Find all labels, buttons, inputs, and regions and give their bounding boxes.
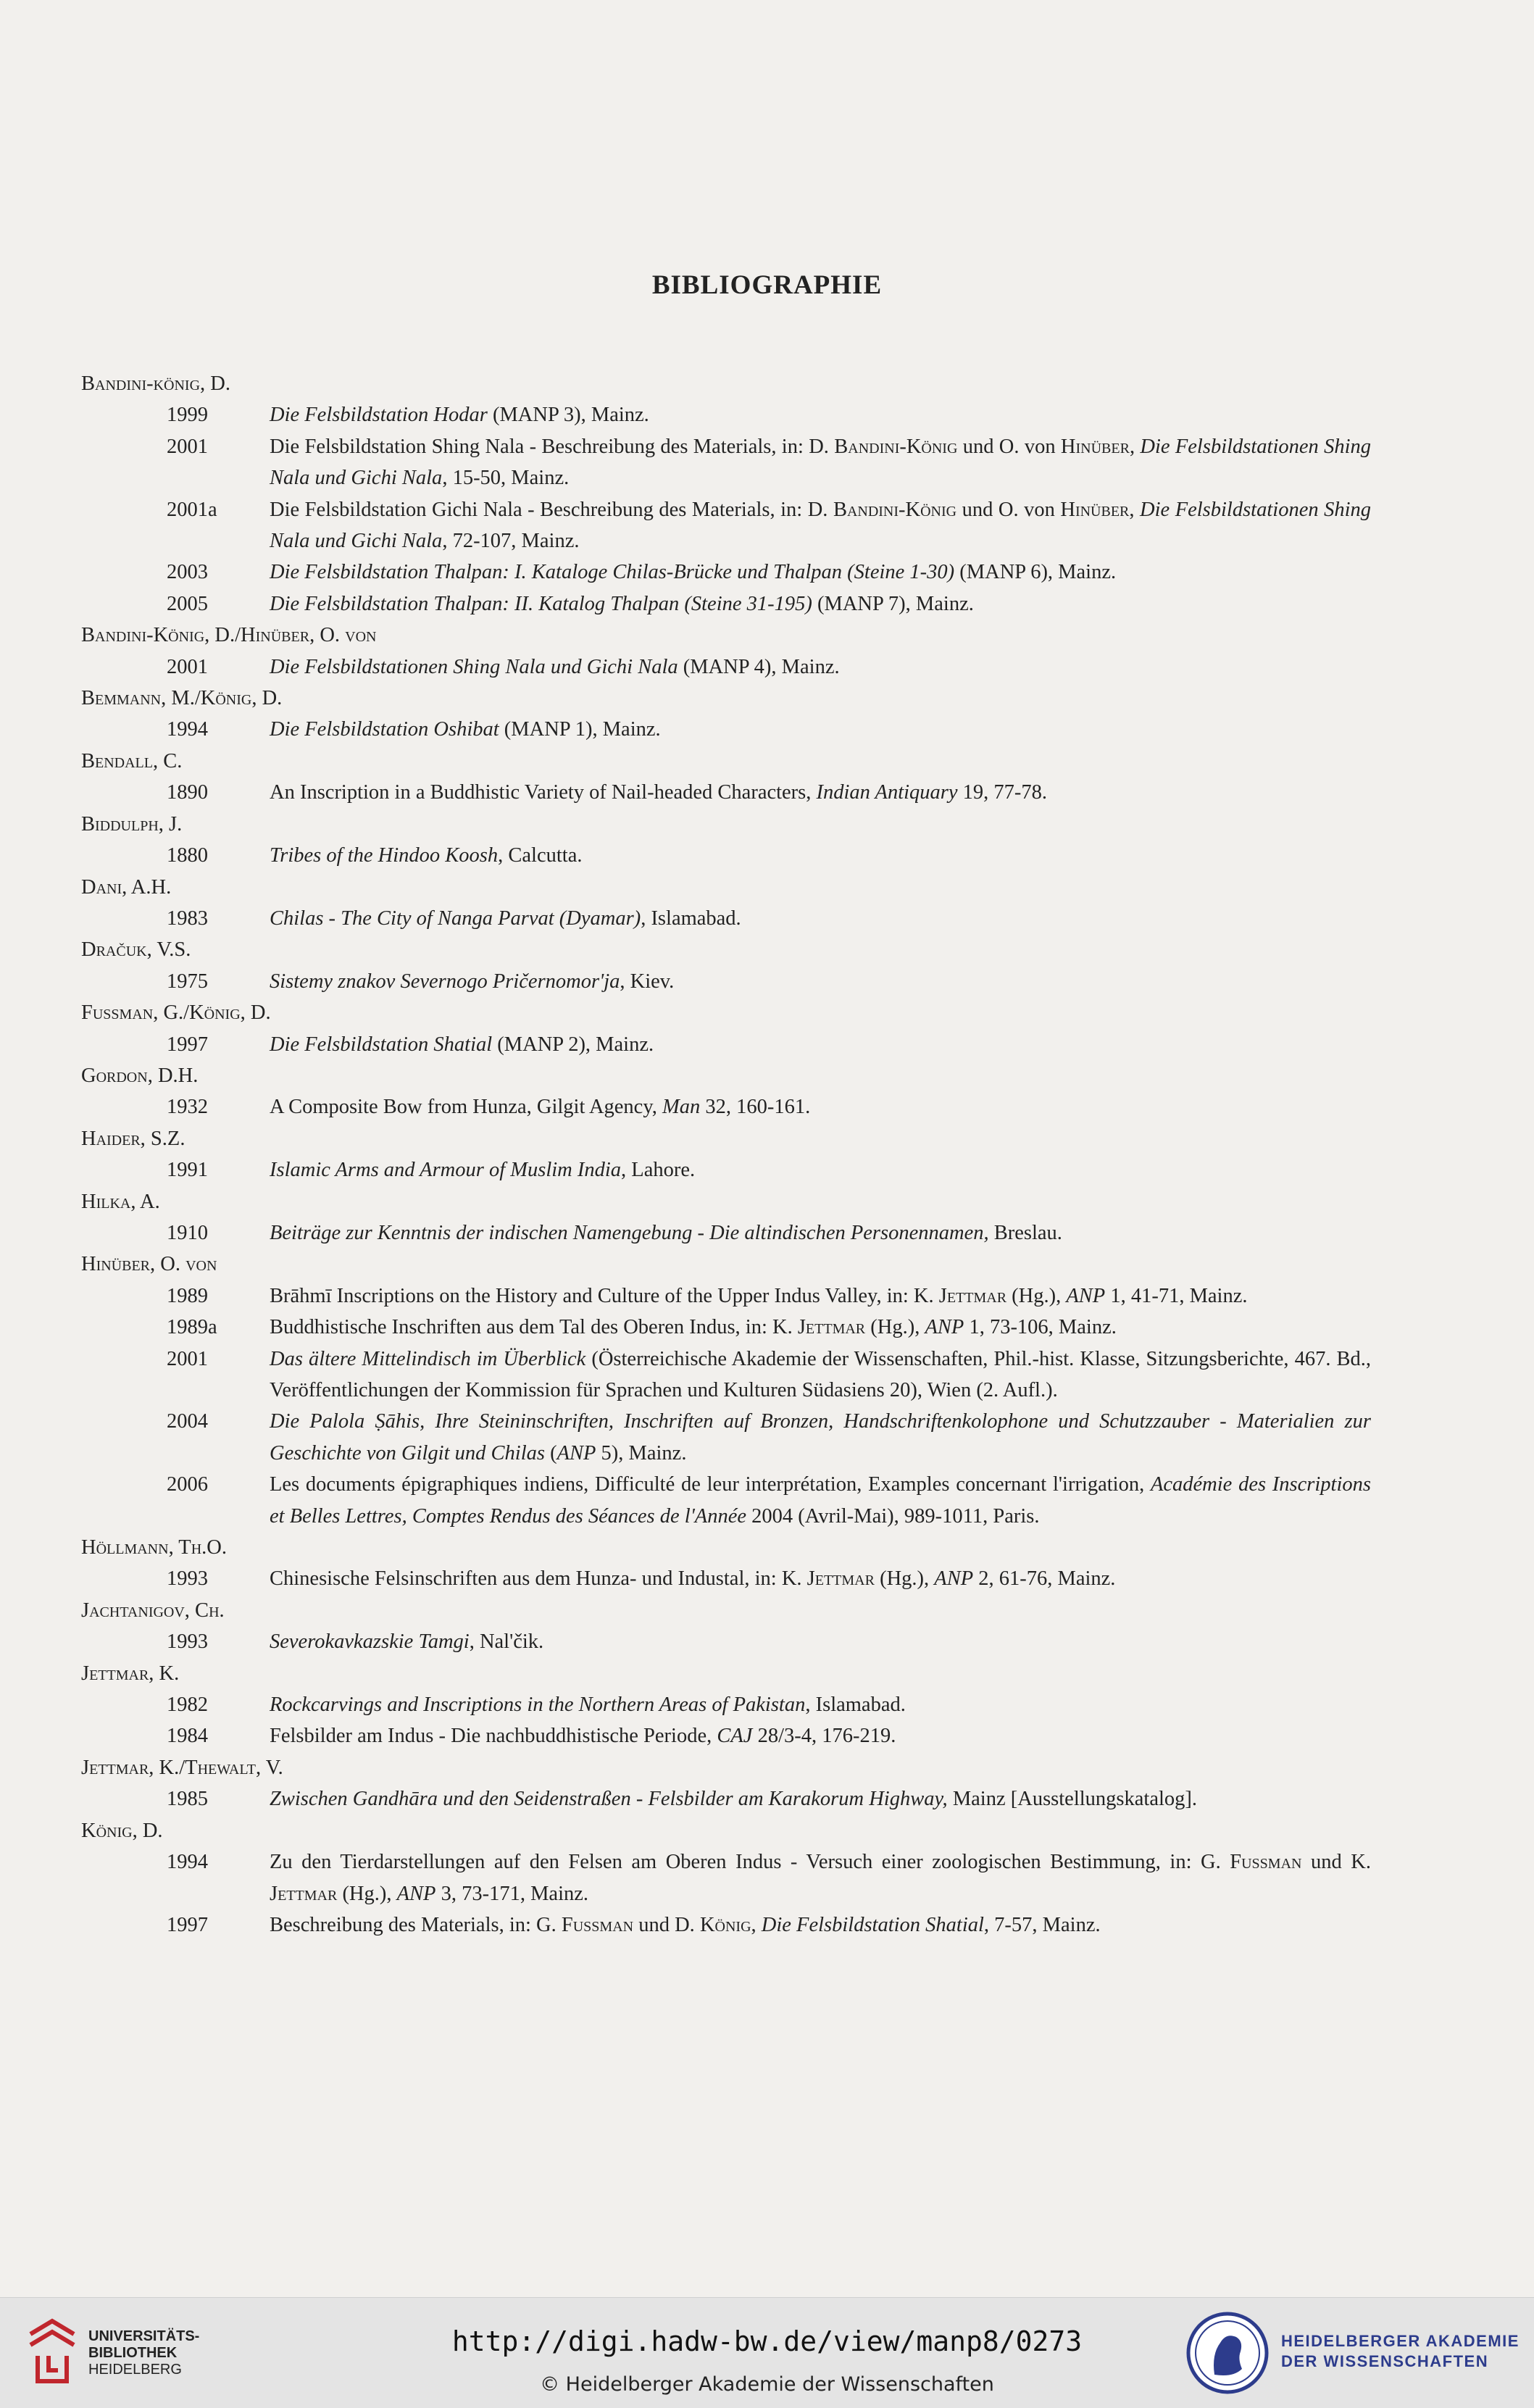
bib-entry xyxy=(81,1720,1371,1751)
bib-entry-year: 2001 xyxy=(167,435,208,458)
bibliography-list xyxy=(81,368,1371,1941)
bib-entry-text: Die Felsbildstation Oshibat (MANP 1), Mainz. xyxy=(270,718,661,741)
bib-author: König, D. xyxy=(81,1819,163,1842)
bib-entry-text: Chilas - The City of Nanga Parvat (Dyamar), Islamabad. xyxy=(270,907,741,930)
bib-author: Gordon, D.H. xyxy=(81,1064,199,1087)
bib-entry xyxy=(81,840,1371,871)
bib-entry xyxy=(81,1091,1371,1122)
bib-entry-text: Severokavkazskie Tamgi, Nal'čik. xyxy=(270,1630,544,1654)
bib-author: Dani, A.H. xyxy=(81,875,172,899)
bib-entry-text: Die Felsbildstation Thalpan: I. Kataloge Chilas-Brücke und Thalpan (Steine 1-30) (MANP 6), Mainz. xyxy=(270,561,1117,584)
bib-entry-text: Chinesische Felsinschriften aus dem Hunza- und Industal, in: K. Jettmar (Hg.), ANP 2, 61-76, Mainz. xyxy=(270,1567,1116,1591)
bib-entry xyxy=(81,1469,1371,1532)
bib-entry-text: Sistemy znakov Severnogo Pričernomor'ja, Kiev. xyxy=(270,970,675,993)
page-title: BIBLIOGRAPHIE xyxy=(651,270,883,300)
bib-entry xyxy=(81,1217,1371,1249)
bib-entry-text: Die Felsbildstation Shing Nala - Beschreibung des Materials, in: D. Bandini-König und O. von Hinüber, Die Felsbildstationen Shing Nala und Gichi Nala, 15-50, Mainz. xyxy=(270,435,1372,490)
bib-author: Hinüber, O. von xyxy=(81,1253,217,1276)
bib-entry-year: 1997 xyxy=(167,1913,208,1936)
bib-entry xyxy=(81,1029,1371,1060)
bib-entry xyxy=(81,557,1371,588)
bib-entry xyxy=(81,431,1371,494)
bib-entry-year: 1993 xyxy=(167,1567,208,1591)
bib-author: Bandini-könig, D. xyxy=(81,372,230,395)
bib-entry-year: 1910 xyxy=(167,1221,208,1244)
bib-entry xyxy=(81,1312,1371,1343)
bib-author: Höllmann, Th.O. xyxy=(81,1536,227,1559)
bib-entry xyxy=(81,1783,1371,1815)
bib-entry xyxy=(81,966,1371,997)
bib-entry-year: 1880 xyxy=(167,844,208,867)
academy-line-1: HEIDELBERGER AKADEMIE xyxy=(1281,2332,1520,2350)
bib-entry xyxy=(81,1626,1371,1657)
bib-entry-text: Die Felsbildstation Thalpan: II. Katalog Thalpan (Steine 31-195) (MANP 7), Mainz. xyxy=(270,592,974,615)
bib-author: Haider, S.Z. xyxy=(81,1127,186,1150)
library-line-3: HEIDELBERG xyxy=(88,2362,182,2378)
bib-entry-year: 1994 xyxy=(167,1851,208,1874)
bib-entry xyxy=(81,1343,1371,1407)
bib-entry xyxy=(81,1154,1371,1186)
bib-entry-text: An Inscription in a Buddhistic Variety of Nail-headed Characters, Indian Antiquary 19, 77-78. xyxy=(270,781,1048,804)
bib-author: Jettmar, K./Thewalt, V. xyxy=(81,1756,283,1779)
bib-entry-text: Felsbilder am Indus - Die nachbuddhistische Periode, CAJ 28/3-4, 176-219. xyxy=(270,1725,896,1748)
bib-entry-year: 2003 xyxy=(167,561,208,584)
bib-entry xyxy=(81,588,1371,620)
bib-entry-text: Tribes of the Hindoo Koosh, Calcutta. xyxy=(270,844,583,867)
bib-entry-year: 1932 xyxy=(167,1096,208,1119)
bib-entry-text: Die Felsbildstation Shatial (MANP 2), Mainz. xyxy=(270,1033,654,1056)
bib-author: Jachtanigov, Ch. xyxy=(81,1599,225,1622)
bib-author: Bandini-König, D./Hinüber, O. von xyxy=(81,624,377,647)
bib-entry-text: Les documents épigraphiques indiens, Difficulté de leur interprétation, Examples concernant l'irrigation, Académie des Inscriptions et Belles Lettres, Comptes Rendus des Séances de l'Année 2004 (Avril-Mai), 989-1011, Paris. xyxy=(270,1473,1371,1528)
bib-entry xyxy=(81,1563,1371,1594)
bib-entry-text: Die Palola Ṣāhis, Ihre Steininschriften, Inschriften auf Bronzen, Handschriftenkolophone und Schutzzauber - Materialien zur Geschichte von Gilgit und Chilas (ANP 5), Mainz. xyxy=(270,1410,1371,1465)
bib-entry xyxy=(81,1909,1371,1941)
bib-entry-year: 1975 xyxy=(167,970,208,993)
bib-author: Dračuk, V.S. xyxy=(81,938,191,962)
bib-entry xyxy=(81,494,1371,557)
bib-entry-text: Zwischen Gandhāra und den Seidenstraßen - Felsbilder am Karakorum Highway, Mainz [Ausstellungskatalog]. xyxy=(270,1788,1197,1811)
bib-entry-year: 1991 xyxy=(167,1159,208,1182)
bib-entry-text: Beschreibung des Materials, in: G. Fussman und D. König, Die Felsbildstation Shatial, 7-57, Mainz. xyxy=(270,1913,1101,1936)
bib-entry-text: Brāhmī Inscriptions on the History and Culture of the Upper Indus Valley, in: K. Jettmar (Hg.), ANP 1, 41-71, Mainz. xyxy=(270,1284,1248,1307)
bib-entry-year: 1993 xyxy=(167,1630,208,1654)
bib-entry xyxy=(81,1689,1371,1720)
academy-seal-icon[interactable] xyxy=(1185,2311,1270,2395)
page-url-link[interactable]: http://digi.hadw-bw.de/view/manp8/0273 xyxy=(451,2325,1083,2357)
bib-author: Fussman, G./König, D. xyxy=(81,1001,271,1025)
bib-entry xyxy=(81,1846,1371,1909)
footer-bar xyxy=(0,2297,1534,2408)
bib-entry-year: 1890 xyxy=(167,781,208,804)
bib-entry-text: Zu den Tierdarstellungen auf den Felsen am Oberen Indus - Versuch einer zoologischen Bestimmung, in: G. Fussman und K. Jettmar (Hg.), ANP 3, 73-171, Mainz. xyxy=(270,1851,1371,1905)
bib-entry-year: 1982 xyxy=(167,1693,208,1717)
bib-author: Hilka, A. xyxy=(81,1190,160,1213)
bib-entry-text: Islamic Arms and Armour of Muslim India, Lahore. xyxy=(270,1159,696,1182)
bib-entry-text: Die Felsbildstation Hodar (MANP 3), Mainz. xyxy=(270,404,649,427)
library-line-2: BIBLIOTHEK xyxy=(88,2345,178,2361)
bib-entry-year: 1989 xyxy=(167,1284,208,1307)
bib-entry-year: 2001 xyxy=(167,655,208,678)
bib-entry xyxy=(81,903,1371,934)
bib-entry-year: 2004 xyxy=(167,1410,208,1433)
library-line-1: UNIVERSITÄTS- xyxy=(88,2328,200,2344)
bib-entry-year: 1994 xyxy=(167,718,208,741)
bib-entry-year: 1984 xyxy=(167,1725,208,1748)
bib-entry xyxy=(81,714,1371,745)
bib-entry xyxy=(81,1280,1371,1312)
bib-author: Jettmar, K. xyxy=(81,1662,180,1685)
bib-entry-text: Buddhistische Inschriften aus dem Tal des Oberen Indus, in: K. Jettmar (Hg.), ANP 1, 73-106, Mainz. xyxy=(270,1316,1117,1339)
bib-entry xyxy=(81,399,1371,430)
bib-entry-text: Die Felsbildstation Gichi Nala - Beschreibung des Materials, in: D. Bandini-König und O. von Hinüber, Die Felsbildstationen Shing Nala und Gichi Nala, 72-107, Mainz. xyxy=(270,498,1372,553)
bib-entry-year: 1997 xyxy=(167,1033,208,1056)
bib-entry-text: Rockcarvings and Inscriptions in the Northern Areas of Pakistan, Islamabad. xyxy=(270,1693,906,1717)
bib-author: Biddulph, J. xyxy=(81,812,183,836)
bib-entry-text: Die Felsbildstationen Shing Nala und Gichi Nala (MANP 4), Mainz. xyxy=(270,655,840,678)
bib-author: Bemmann, M./König, D. xyxy=(81,687,283,710)
bib-entry xyxy=(81,777,1371,808)
bib-entry-text: Das ältere Mittelindisch im Überblick (Österreichische Akademie der Wissenschaften, Phil.-hist. Klasse, Sitzungsberichte, 467. Bd., Veröffentlichungen der Kommission für Sprachen und Kulturen Südasiens 20), Wien (2. Aufl.). xyxy=(270,1347,1371,1401)
bib-entry-text: A Composite Bow from Hunza, Gilgit Agency, Man 32, 160-161. xyxy=(270,1096,811,1119)
bib-entry-text: Beiträge zur Kenntnis der indischen Namengebung - Die altindischen Personennamen, Breslau. xyxy=(270,1221,1062,1244)
bib-entry-year: 1999 xyxy=(167,404,208,427)
bib-entry xyxy=(81,1406,1371,1469)
bib-entry-year: 1983 xyxy=(167,907,208,930)
bib-entry-year: 2001a xyxy=(167,498,217,521)
bib-author: Bendall, C. xyxy=(81,749,183,772)
bib-entry xyxy=(81,651,1371,683)
bib-entry-year: 1989a xyxy=(167,1316,217,1339)
copyright-notice: © Heidelberger Akademie der Wissenschaften xyxy=(540,2373,994,2396)
bib-entry-year: 1985 xyxy=(167,1788,208,1811)
academy-line-2: DER WISSENSCHAFTEN xyxy=(1281,2352,1489,2370)
bib-entry-year: 2005 xyxy=(167,592,208,615)
bib-entry-year: 2006 xyxy=(167,1473,208,1496)
academy-name[interactable] xyxy=(1281,2331,1520,2372)
bib-entry-year: 2001 xyxy=(167,1347,208,1370)
